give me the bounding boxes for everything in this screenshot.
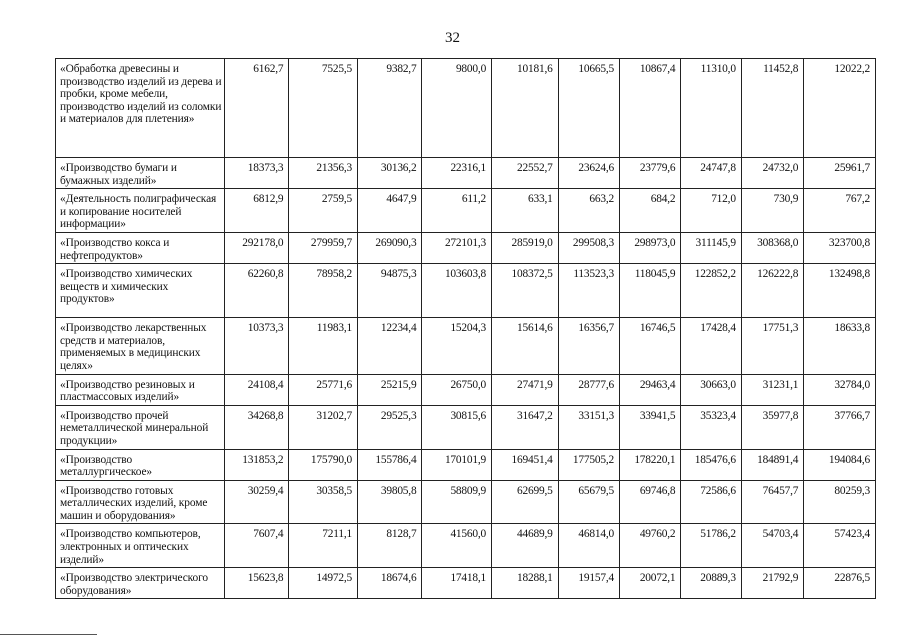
table-row [56, 189, 876, 233]
row-label: «Производство бумаги и бумажных изделий» [56, 158, 225, 189]
value-cell: 311145,9 [681, 232, 741, 263]
table-row [56, 59, 876, 158]
value-cell: 65679,5 [558, 480, 619, 524]
value-cell: 12234,4 [357, 318, 421, 374]
value-cell: 78958,2 [289, 264, 358, 318]
row-label: «Производство химических веществ и химических продуктов» [56, 264, 225, 318]
value-cell: 35323,4 [681, 405, 741, 449]
value-cell: 41560,0 [422, 524, 492, 568]
value-cell: 30358,5 [289, 480, 358, 524]
value-cell: 16356,7 [558, 318, 619, 374]
value-cell: 10665,5 [558, 59, 619, 158]
value-cell: 25771,6 [289, 374, 358, 405]
value-cell: 299508,3 [558, 232, 619, 263]
table-row [56, 480, 876, 524]
value-cell: 279959,7 [289, 232, 358, 263]
value-cell: 72586,6 [681, 480, 741, 524]
value-cell: 684,2 [620, 189, 681, 233]
value-cell: 14972,5 [289, 568, 358, 599]
value-cell: 155786,4 [357, 449, 421, 480]
table-row [56, 405, 876, 449]
value-cell: 767,2 [804, 189, 876, 233]
value-cell: 16746,5 [620, 318, 681, 374]
value-cell: 2759,5 [289, 189, 358, 233]
table-row [56, 374, 876, 405]
row-label: «Деятельность полиграфическая и копирование носителей информации» [56, 189, 225, 233]
value-cell: 108372,5 [492, 264, 559, 318]
value-cell: 103603,8 [422, 264, 492, 318]
value-cell: 6812,9 [224, 189, 288, 233]
value-cell: 118045,9 [620, 264, 681, 318]
value-cell: 18373,3 [224, 158, 288, 189]
value-cell: 22316,1 [422, 158, 492, 189]
value-cell: 20889,3 [681, 568, 741, 599]
value-cell: 308368,0 [741, 232, 803, 263]
value-cell: 37766,7 [804, 405, 876, 449]
value-cell: 51786,2 [681, 524, 741, 568]
value-cell: 30815,6 [422, 405, 492, 449]
value-cell: 29525,3 [357, 405, 421, 449]
value-cell: 24108,4 [224, 374, 288, 405]
row-label: «Производство кокса и нефтепродуктов» [56, 232, 225, 263]
value-cell: 131853,2 [224, 449, 288, 480]
row-label: «Производство электрического оборудования» [56, 568, 225, 599]
value-cell: 27471,9 [492, 374, 559, 405]
table-row [56, 449, 876, 480]
value-cell: 34268,8 [224, 405, 288, 449]
value-cell: 30663,0 [681, 374, 741, 405]
row-label: «Производство резиновых и пластмассовых изделий» [56, 374, 225, 405]
value-cell: 25215,9 [357, 374, 421, 405]
value-cell: 12022,2 [804, 59, 876, 158]
value-cell: 126222,8 [741, 264, 803, 318]
value-cell: 21356,3 [289, 158, 358, 189]
value-cell: 323700,8 [804, 232, 876, 263]
value-cell: 25961,7 [804, 158, 876, 189]
value-cell: 11983,1 [289, 318, 358, 374]
value-cell: 185476,6 [681, 449, 741, 480]
value-cell: 94875,3 [357, 264, 421, 318]
value-cell: 169451,4 [492, 449, 559, 480]
value-cell: 76457,7 [741, 480, 803, 524]
value-cell: 10181,6 [492, 59, 559, 158]
value-cell: 7211,1 [289, 524, 358, 568]
value-cell: 23779,6 [620, 158, 681, 189]
value-cell: 6162,7 [224, 59, 288, 158]
value-cell: 10867,4 [620, 59, 681, 158]
value-cell: 35977,8 [741, 405, 803, 449]
value-cell: 15614,6 [492, 318, 559, 374]
value-cell: 31202,7 [289, 405, 358, 449]
value-cell: 194084,6 [804, 449, 876, 480]
table-row [56, 318, 876, 374]
row-label: «Производство металлургическое» [56, 449, 225, 480]
table-row [56, 524, 876, 568]
value-cell: 46814,0 [558, 524, 619, 568]
value-cell: 22876,5 [804, 568, 876, 599]
value-cell: 292178,0 [224, 232, 288, 263]
value-cell: 26750,0 [422, 374, 492, 405]
value-cell: 58809,9 [422, 480, 492, 524]
row-label: «Производство лекарственных средств и материалов, применяемых в медицинских целях» [56, 318, 225, 374]
value-cell: 15623,8 [224, 568, 288, 599]
value-cell: 30136,2 [357, 158, 421, 189]
value-cell: 62699,5 [492, 480, 559, 524]
value-cell: 24747,8 [681, 158, 741, 189]
value-cell: 285919,0 [492, 232, 559, 263]
value-cell: 175790,0 [289, 449, 358, 480]
value-cell: 18633,8 [804, 318, 876, 374]
value-cell: 15204,3 [422, 318, 492, 374]
row-label: «Производство готовых металлических изделий, кроме машин и оборудования» [56, 480, 225, 524]
value-cell: 730,9 [741, 189, 803, 233]
row-label: «Производство компьютеров, электронных и оптических изделий» [56, 524, 225, 568]
value-cell: 17418,1 [422, 568, 492, 599]
value-cell: 132498,8 [804, 264, 876, 318]
value-cell: 272101,3 [422, 232, 492, 263]
value-cell: 57423,4 [804, 524, 876, 568]
value-cell: 18674,6 [357, 568, 421, 599]
value-cell: 69746,8 [620, 480, 681, 524]
table-row [56, 264, 876, 318]
value-cell: 28777,6 [558, 374, 619, 405]
value-cell: 22552,7 [492, 158, 559, 189]
value-cell: 113523,3 [558, 264, 619, 318]
value-cell: 184891,4 [741, 449, 803, 480]
value-cell: 633,1 [492, 189, 559, 233]
industry-data-table [55, 58, 876, 599]
value-cell: 269090,3 [357, 232, 421, 263]
value-cell: 29463,4 [620, 374, 681, 405]
table-row [56, 158, 876, 189]
footnote-rule [0, 634, 97, 635]
value-cell: 31647,2 [492, 405, 559, 449]
table-body [56, 59, 876, 599]
value-cell: 19157,4 [558, 568, 619, 599]
value-cell: 611,2 [422, 189, 492, 233]
table-row [56, 568, 876, 599]
value-cell: 20072,1 [620, 568, 681, 599]
value-cell: 30259,4 [224, 480, 288, 524]
value-cell: 33151,3 [558, 405, 619, 449]
value-cell: 18288,1 [492, 568, 559, 599]
value-cell: 32784,0 [804, 374, 876, 405]
value-cell: 21792,9 [741, 568, 803, 599]
value-cell: 7525,5 [289, 59, 358, 158]
row-label: «Обработка древесины и производство изделий из дерева и пробки, кроме мебели, производство изделий из соломки и материалов для плетения» [56, 59, 225, 158]
value-cell: 170101,9 [422, 449, 492, 480]
value-cell: 49760,2 [620, 524, 681, 568]
value-cell: 663,2 [558, 189, 619, 233]
value-cell: 9382,7 [357, 59, 421, 158]
value-cell: 24732,0 [741, 158, 803, 189]
value-cell: 122852,2 [681, 264, 741, 318]
value-cell: 178220,1 [620, 449, 681, 480]
value-cell: 10373,3 [224, 318, 288, 374]
value-cell: 44689,9 [492, 524, 559, 568]
value-cell: 7607,4 [224, 524, 288, 568]
table-row [56, 232, 876, 263]
value-cell: 17751,3 [741, 318, 803, 374]
row-label: «Производство прочей неметаллической минеральной продукции» [56, 405, 225, 449]
value-cell: 11310,0 [681, 59, 741, 158]
value-cell: 17428,4 [681, 318, 741, 374]
value-cell: 33941,5 [620, 405, 681, 449]
value-cell: 39805,8 [357, 480, 421, 524]
value-cell: 31231,1 [741, 374, 803, 405]
value-cell: 8128,7 [357, 524, 421, 568]
value-cell: 712,0 [681, 189, 741, 233]
value-cell: 177505,2 [558, 449, 619, 480]
value-cell: 4647,9 [357, 189, 421, 233]
value-cell: 23624,6 [558, 158, 619, 189]
value-cell: 298973,0 [620, 232, 681, 263]
value-cell: 9800,0 [422, 59, 492, 158]
value-cell: 54703,4 [741, 524, 803, 568]
value-cell: 80259,3 [804, 480, 876, 524]
value-cell: 11452,8 [741, 59, 803, 158]
value-cell: 62260,8 [224, 264, 288, 318]
page-number: 32 [445, 30, 460, 46]
